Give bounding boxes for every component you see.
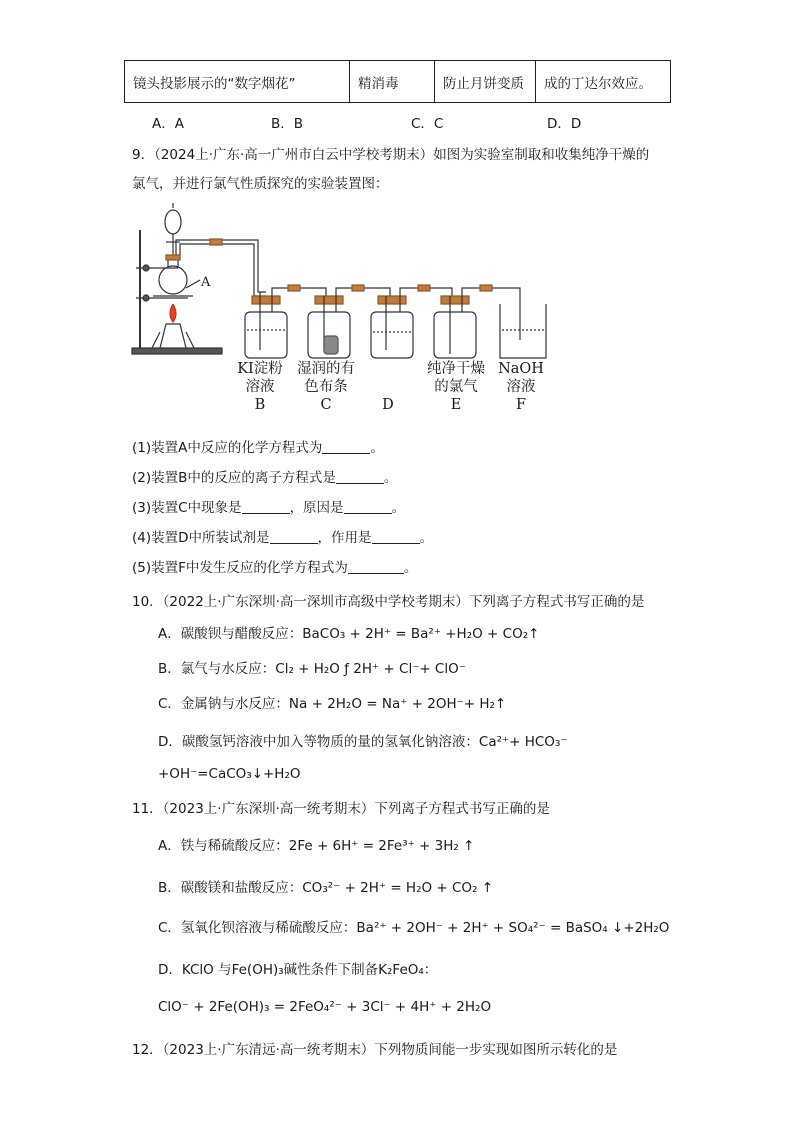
- q9-sub4: [132, 526, 433, 546]
- answer-blank: [242, 501, 290, 514]
- table-row: [125, 61, 671, 103]
- label-e-letter: E: [450, 397, 462, 413]
- q10-option-d: D．碳酸氢钙溶液中加入等物质的量的氢氧化钠溶液：Ca²⁺+ HCO₃⁻: [158, 734, 568, 750]
- figure-label-e: [418, 360, 494, 414]
- answer-blank: [270, 531, 318, 544]
- q8-option-c: C．C: [411, 116, 444, 132]
- q9-sub3-text-a: (3)装置C中现象是: [132, 500, 242, 516]
- q9-sub2-end: 。: [383, 470, 398, 486]
- q9-sub4-end: 。: [419, 530, 434, 546]
- label-c-line1: 湿润的有: [297, 361, 355, 377]
- label-d-letter: D: [382, 397, 394, 413]
- q11-stem: 11．（2023上·广东深圳·高一统考期末）下列离子方程式书写正确的是: [132, 801, 550, 817]
- figure-label-a: A: [201, 275, 211, 290]
- answer-blank: [348, 561, 404, 574]
- figure-label-d: [370, 360, 406, 414]
- table-cell: 精消毒: [350, 61, 435, 103]
- label-e-line1: 纯净干燥: [427, 361, 485, 377]
- label-b-line2: 溶液: [245, 379, 275, 395]
- q10-option-d-cont: +OH⁻=CaCO₃↓+H₂O: [158, 766, 301, 782]
- q10-option-a: A．碳酸钡与醋酸反应：BaCO₃ + 2H⁺ = Ba²⁺ +H₂O + CO₂↑: [158, 626, 540, 642]
- q9-sub5-text: (5)装置F中发生反应的化学方程式为: [132, 560, 348, 576]
- q10-option-c: C．金属钠与水反应：Na + 2H₂O = Na⁺ + 2OH⁻+ H₂↑: [158, 696, 507, 712]
- q9-sub2: [132, 466, 397, 486]
- q9-sub3-text-b: ，原因是: [289, 500, 344, 516]
- q11-option-b: B．碳酸镁和盐酸反应：CO₃²⁻ + 2H⁺ = H₂O + CO₂ ↑: [158, 880, 494, 896]
- q9-sub1: [132, 436, 384, 456]
- q9-sub5-end: 。: [403, 560, 418, 576]
- label-e-line2: 的氯气: [434, 379, 478, 395]
- label-f-line2: 溶液: [506, 379, 536, 395]
- label-c-letter: C: [320, 397, 332, 413]
- q9-sub4-text-b: ，作用是: [317, 530, 372, 546]
- table-cell: 成的丁达尔效应。: [536, 61, 671, 103]
- q9-sub5: [132, 556, 417, 576]
- label-f-letter: F: [515, 397, 527, 413]
- q11-option-a: A．铁与稀硫酸反应：2Fe + 6H⁺ = 2Fe³⁺ + 3H₂ ↑: [158, 838, 475, 854]
- table-cell: 防止月饼变质: [435, 61, 536, 103]
- q11-option-d-cont: ClO⁻ + 2Fe(OH)₃ = 2FeO₄²⁻ + 3Cl⁻ + 4H⁺ + 2H₂O: [158, 999, 492, 1015]
- q9-sub4-text-a: (4)装置D中所装试剂是: [132, 530, 270, 546]
- q9-sub3: [132, 496, 405, 516]
- table-cell: 镜头投影展示的“数字烟花”: [125, 61, 350, 103]
- apparatus-figure: [128, 200, 548, 360]
- figure-label-c: [288, 360, 364, 414]
- q9-stem-line2: 氯气，并进行氯气性质探究的实验装置图：: [132, 176, 389, 192]
- answer-blank: [344, 501, 392, 514]
- q8-option-b: B．B: [271, 116, 304, 132]
- label-b-line1: KI淀粉: [237, 361, 283, 377]
- answer-blank: [372, 531, 420, 544]
- options-table: [124, 60, 671, 103]
- q9-sub3-end: 。: [391, 500, 406, 516]
- q9-sub1-end: 。: [370, 440, 384, 456]
- q10-stem: 10．（2022上·广东深圳·高一深圳市高级中学校考期末）下列离子方程式书写正确的是: [132, 594, 645, 610]
- q9-sub1-text: (1)装置A中反应的化学方程式为: [132, 440, 323, 456]
- figure-label-f: [494, 360, 548, 414]
- q10-option-b: B．氯气与水反应：Cl₂ + H₂O ƒ 2H⁺ + Cl⁻+ ClO⁻: [158, 661, 466, 677]
- q12-stem: 12．（2023上·广东清远·高一统考期末）下列物质间能一步实现如图所示转化的是: [132, 1042, 618, 1058]
- label-b-letter: B: [254, 397, 266, 413]
- q8-option-d: D．D: [547, 116, 582, 132]
- answer-blank: [322, 441, 370, 454]
- figure-label-b: [228, 360, 292, 414]
- label-c-line2: 色布条: [304, 379, 348, 395]
- answer-blank: [336, 471, 384, 484]
- q9-stem-line1: 9．（2024上·广东·高一广州市白云中学校考期末）如图为实验室制取和收集纯净干燥的: [132, 147, 650, 163]
- q11-option-d: D．KClO 与Fe(OH)₃碱性条件下制备K₂FeO₄：: [158, 962, 438, 978]
- q8-option-a: A．A: [152, 116, 184, 132]
- q9-sub2-text: (2)装置B中的反应的离子方程式是: [132, 470, 336, 486]
- label-f-line1: NaOH: [498, 361, 544, 377]
- q11-option-c: C．氢氧化钡溶液与稀硫酸反应：Ba²⁺ + 2OH⁻ + 2H⁺ + SO₄²⁻ = BaSO₄ ↓+2H₂O: [158, 920, 670, 936]
